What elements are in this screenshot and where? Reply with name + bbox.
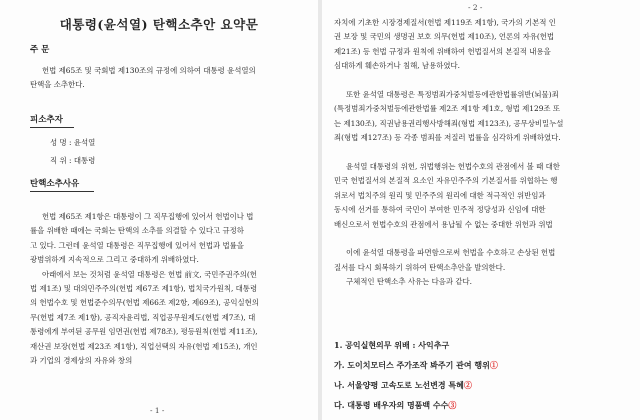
section-heading-reasons: 탄핵소추사유: [30, 178, 94, 192]
accused-position: [50, 155, 95, 166]
list-item: [334, 380, 472, 391]
text-line: 동시에 선거를 통하여 국민이 부여한 민주적 정당성과 신임에 대한: [334, 205, 546, 215]
text-line: 질서를 다시 회복하기 위하여 탄핵소추안을 발의한다.: [334, 262, 506, 272]
order-paragraph: [30, 64, 290, 93]
text-line: 민국 헌법질서의 본질적 요소인 자유민주주의 기본질서를 위협하는 행: [334, 176, 558, 186]
text-line: 제21조) 등 헌법 규정과 원칙에 위배하여 헌법질서의 본질적 내용을: [334, 46, 551, 56]
list-item-text: 나. 서울양평 고속도로 노선변경 특혜: [334, 380, 464, 390]
text-line: 률을 위배한 때에는 국회는 탄핵의 소추를 의결할 수 있다고 규정하: [30, 226, 244, 236]
text-line: 위로서 법치주의 원리 및 민주주의 원리에 대한 적극적인 위반임과: [334, 190, 546, 200]
list-item: [334, 360, 498, 371]
list-item-text: 다. 대통령 배우자의 명품백 수수: [334, 400, 449, 410]
accused-position-value: 대통령: [73, 156, 96, 165]
paragraph-constitution-violations: [334, 16, 618, 290]
text-line: 자치에 기초한 시장경제질서(헌법 제119조 제1항), 국가의 기본적 인: [334, 18, 556, 27]
text-line: 헌법 제65조 및 국회법 제130조의 규정에 의하여 대통령 윤석열의: [42, 66, 256, 75]
text-line: 법 제1조) 및 대의민주주의(헌법 제67조 제1항), 법치국가원칙, 대통령: [30, 284, 258, 294]
page-number: - 2 -: [468, 3, 483, 12]
list-item-text: 가. 도이치모터스 주가조작 봐주기 관여 행위: [334, 360, 490, 370]
text-line: 광범위하게 지속적으로 그리고 중대하게 위배하였다.: [30, 255, 199, 265]
marker-number: ②: [463, 380, 472, 390]
item-heading: 1. 공익실현의무 위배 : 사익추구: [334, 340, 450, 350]
page-number: - 1 -: [150, 406, 165, 415]
list-item: [334, 400, 456, 411]
section-heading-order: 주 문: [30, 45, 50, 55]
text-line: 배신으로서 헌법수호의 관점에서 용납될 수 없는 중대한 위헌과 위법: [334, 219, 553, 229]
accused-name: [50, 137, 95, 148]
text-line: 재산권 보장(헌법 제23조 제1항), 직업선택의 자유(헌법 제15조), 개인: [30, 341, 258, 351]
text-line: 과 기업의 경제상의 자유와 창의: [30, 356, 133, 366]
accused-position-label: 직 위 :: [50, 156, 74, 165]
accused-name-value: 윤석열: [73, 138, 96, 147]
accused-name-label: 성 명 :: [50, 138, 74, 147]
text-line: 이에 윤석열 대통령을 파면함으로써 헌법을 수호하고 손상된 헌법: [346, 248, 556, 258]
text-line: 아래에서 보는 것처럼 윤석열 대통령은 헌법 前文, 국민주권주의(헌: [42, 269, 257, 279]
document-page-1: [0, 0, 318, 420]
text-line: (특정범죄가중처벌등에관한법률 제2조 제1항 제1호, 형법 제129조 또: [334, 104, 561, 114]
text-line: 구체적인 탄핵소추 사유는 다음과 같다.: [346, 277, 472, 287]
text-line: 또한 윤석열 대통령은 특정범죄가중처벌등에관한법률위반(뇌물)죄: [346, 90, 559, 100]
marker-number: ①: [489, 360, 498, 370]
text-line: 의 헌법수호 및 헌법준수의무(헌법 제66조 제2항, 제69조), 공익실현의: [30, 298, 259, 308]
text-line: 권 보장 및 국민의 생명권 보호 의무(헌법 제10조), 언론의 자유(헌법: [334, 32, 555, 42]
text-line: 통령에게 부여된 공무원 임면권(헌법 제78조), 평등원칙(헌법 제11조),: [30, 327, 258, 337]
document-page-2: [322, 0, 640, 420]
text-line: 헌법 제65조 제1항은 대통령이 그 직무집행에 있어서 헌법이나 법: [42, 212, 254, 221]
text-line: 죄(형법 제127조) 등 각종 범죄를 저질러 법률을 심각하게 위배하였다.: [334, 133, 561, 143]
text-line: 고 있다. 그런데 윤석열 대통령은 직무집행에 있어서 헌법과 법률을: [30, 240, 244, 250]
reasons-paragraph: [30, 210, 292, 368]
text-line: 무(헌법 제7조 제1항), 공직자윤리법, 직업공무원제도(헌법 제7조), 대: [30, 312, 256, 322]
document-title: 대통령(윤석열) 탄핵소추안 요약문: [59, 17, 259, 32]
text-line: 탄핵을 소추한다.: [30, 80, 85, 90]
text-line: 윤석열 대통령의 위헌, 위법행위는 헌법수호의 관점에서 볼 때 대한: [346, 162, 560, 172]
text-line: 심대하게 훼손하거나 침해, 남용하였다.: [334, 61, 460, 71]
section-heading-accused: 피소추자: [30, 114, 74, 128]
text-line: 는 제130조), 직권남용권리행사방해죄(형법 제123조), 공무상비밀누설: [334, 118, 564, 128]
marker-number: ③: [448, 400, 457, 410]
